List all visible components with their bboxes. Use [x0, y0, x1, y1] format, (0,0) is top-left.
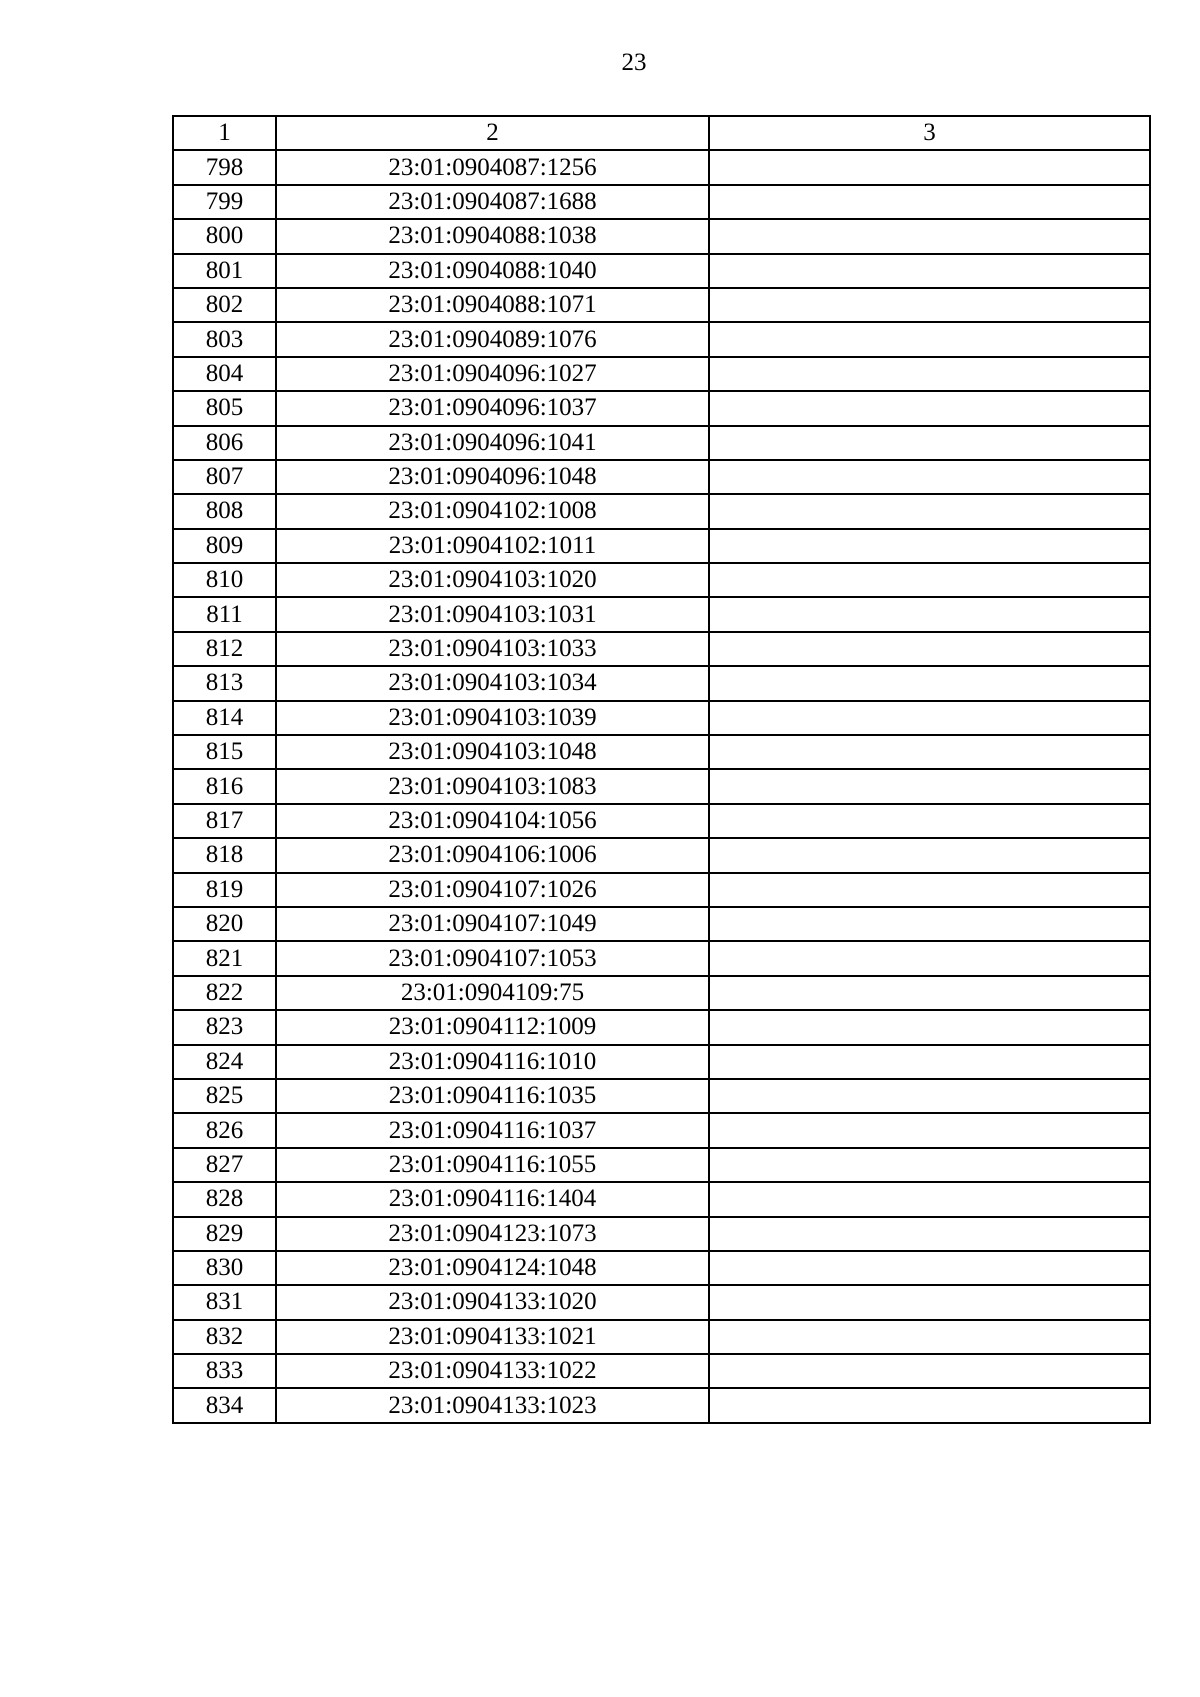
row-number-cell: 813: [173, 666, 276, 700]
table-row: [173, 838, 1150, 872]
table-row: [173, 976, 1150, 1010]
note-cell: [709, 976, 1150, 1010]
cadastral-number-cell: 23:01:0904133:1021: [276, 1320, 709, 1354]
note-cell: [709, 1045, 1150, 1079]
table-row: [173, 185, 1150, 219]
row-number-cell: 824: [173, 1045, 276, 1079]
note-cell: [709, 150, 1150, 184]
cadastral-number-cell: 23:01:0904102:1008: [276, 494, 709, 528]
cadastral-number-cell: 23:01:0904123:1073: [276, 1217, 709, 1251]
note-cell: [709, 941, 1150, 975]
table-header-row: [173, 116, 1150, 150]
table-row: [173, 941, 1150, 975]
cadastral-number-cell: 23:01:0904096:1037: [276, 391, 709, 425]
cadastral-number-cell: 23:01:0904133:1023: [276, 1388, 709, 1422]
note-cell: [709, 1010, 1150, 1044]
column-header-3: 3: [709, 116, 1150, 150]
table-row: [173, 769, 1150, 803]
note-cell: [709, 1079, 1150, 1113]
row-number-cell: 805: [173, 391, 276, 425]
table-row: [173, 632, 1150, 666]
row-number-cell: 802: [173, 288, 276, 322]
row-number-cell: 811: [173, 597, 276, 631]
note-cell: [709, 666, 1150, 700]
row-number-cell: 825: [173, 1079, 276, 1113]
cadastral-number-cell: 23:01:0904103:1033: [276, 632, 709, 666]
cadastral-number-cell: 23:01:0904109:75: [276, 976, 709, 1010]
row-number-cell: 816: [173, 769, 276, 803]
cadastral-number-cell: 23:01:0904087:1688: [276, 185, 709, 219]
row-number-cell: 821: [173, 941, 276, 975]
note-cell: [709, 460, 1150, 494]
row-number-cell: 822: [173, 976, 276, 1010]
cadastral-number-cell: 23:01:0904102:1011: [276, 529, 709, 563]
table-row: [173, 1113, 1150, 1147]
note-cell: [709, 1113, 1150, 1147]
cadastral-number-cell: 23:01:0904133:1022: [276, 1354, 709, 1388]
row-number-cell: 800: [173, 219, 276, 253]
row-number-cell: 806: [173, 426, 276, 460]
cadastral-number-cell: 23:01:0904088:1040: [276, 254, 709, 288]
table-row: [173, 254, 1150, 288]
cadastral-number-cell: 23:01:0904133:1020: [276, 1285, 709, 1319]
note-cell: [709, 357, 1150, 391]
page-number: 23: [621, 49, 647, 76]
cadastral-number-cell: 23:01:0904103:1020: [276, 563, 709, 597]
cadastral-number-cell: 23:01:0904116:1010: [276, 1045, 709, 1079]
note-cell: [709, 563, 1150, 597]
table-row: [173, 1148, 1150, 1182]
cadastral-number-cell: 23:01:0904116:1035: [276, 1079, 709, 1113]
row-number-cell: 807: [173, 460, 276, 494]
row-number-cell: 808: [173, 494, 276, 528]
note-cell: [709, 254, 1150, 288]
note-cell: [709, 185, 1150, 219]
note-cell: [709, 1217, 1150, 1251]
cadastral-number-cell: 23:01:0904107:1026: [276, 873, 709, 907]
row-number-cell: 814: [173, 701, 276, 735]
cadastral-number-cell: 23:01:0904106:1006: [276, 838, 709, 872]
cadastral-number-cell: 23:01:0904096:1048: [276, 460, 709, 494]
table-row: [173, 391, 1150, 425]
row-number-cell: 823: [173, 1010, 276, 1044]
row-number-cell: 828: [173, 1182, 276, 1216]
note-cell: [709, 1320, 1150, 1354]
cadastral-number-cell: 23:01:0904107:1049: [276, 907, 709, 941]
row-number-cell: 799: [173, 185, 276, 219]
column-header-2: 2: [276, 116, 709, 150]
note-cell: [709, 632, 1150, 666]
row-number-cell: 798: [173, 150, 276, 184]
cadastral-number-cell: 23:01:0904116:1404: [276, 1182, 709, 1216]
cadastral-number-cell: 23:01:0904088:1071: [276, 288, 709, 322]
cadastral-number-cell: 23:01:0904103:1048: [276, 735, 709, 769]
row-number-cell: 820: [173, 907, 276, 941]
cadastral-number-cell: 23:01:0904124:1048: [276, 1251, 709, 1285]
row-number-cell: 815: [173, 735, 276, 769]
note-cell: [709, 735, 1150, 769]
note-cell: [709, 1182, 1150, 1216]
row-number-cell: 818: [173, 838, 276, 872]
table-row: [173, 219, 1150, 253]
table-row: [173, 1045, 1150, 1079]
row-number-cell: 804: [173, 357, 276, 391]
cadastral-number-cell: 23:01:0904103:1034: [276, 666, 709, 700]
note-cell: [709, 1388, 1150, 1422]
note-cell: [709, 494, 1150, 528]
cadastral-number-cell: 23:01:0904104:1056: [276, 804, 709, 838]
table-row: [173, 322, 1150, 356]
cadastral-number-cell: 23:01:0904096:1027: [276, 357, 709, 391]
cadastral-number-cell: 23:01:0904088:1038: [276, 219, 709, 253]
table-row: [173, 288, 1150, 322]
cadastral-number-cell: 23:01:0904116:1037: [276, 1113, 709, 1147]
column-header-1: 1: [173, 116, 276, 150]
note-cell: [709, 804, 1150, 838]
cadastral-number-cell: 23:01:0904087:1256: [276, 150, 709, 184]
note-cell: [709, 391, 1150, 425]
note-cell: [709, 288, 1150, 322]
row-number-cell: 827: [173, 1148, 276, 1182]
row-number-cell: 831: [173, 1285, 276, 1319]
table-row: [173, 1010, 1150, 1044]
row-number-cell: 801: [173, 254, 276, 288]
table-row: [173, 701, 1150, 735]
row-number-cell: 826: [173, 1113, 276, 1147]
cadastral-number-cell: 23:01:0904096:1041: [276, 426, 709, 460]
table-row: [173, 735, 1150, 769]
table-row: [173, 1217, 1150, 1251]
note-cell: [709, 1148, 1150, 1182]
note-cell: [709, 529, 1150, 563]
note-cell: [709, 873, 1150, 907]
cadastral-table: [172, 115, 1151, 1424]
cadastral-number-cell: 23:01:0904103:1031: [276, 597, 709, 631]
note-cell: [709, 219, 1150, 253]
table-row: [173, 494, 1150, 528]
table-row: [173, 1079, 1150, 1113]
row-number-cell: 817: [173, 804, 276, 838]
table-row: [173, 1182, 1150, 1216]
table-row: [173, 1251, 1150, 1285]
note-cell: [709, 1354, 1150, 1388]
note-cell: [709, 907, 1150, 941]
table-row: [173, 597, 1150, 631]
row-number-cell: 834: [173, 1388, 276, 1422]
note-cell: [709, 1285, 1150, 1319]
row-number-cell: 833: [173, 1354, 276, 1388]
row-number-cell: 803: [173, 322, 276, 356]
cadastral-number-cell: 23:01:0904103:1083: [276, 769, 709, 803]
note-cell: [709, 769, 1150, 803]
table-row: [173, 1354, 1150, 1388]
row-number-cell: 812: [173, 632, 276, 666]
table-row: [173, 563, 1150, 597]
row-number-cell: 810: [173, 563, 276, 597]
table-row: [173, 150, 1150, 184]
table-row: [173, 907, 1150, 941]
table-row: [173, 357, 1150, 391]
cadastral-number-cell: 23:01:0904089:1076: [276, 322, 709, 356]
row-number-cell: 829: [173, 1217, 276, 1251]
note-cell: [709, 838, 1150, 872]
table-row: [173, 873, 1150, 907]
cadastral-number-cell: 23:01:0904107:1053: [276, 941, 709, 975]
table-row: [173, 804, 1150, 838]
table-row: [173, 529, 1150, 563]
table-row: [173, 1320, 1150, 1354]
cadastral-number-cell: 23:01:0904103:1039: [276, 701, 709, 735]
table-row: [173, 1388, 1150, 1422]
note-cell: [709, 701, 1150, 735]
row-number-cell: 832: [173, 1320, 276, 1354]
row-number-cell: 809: [173, 529, 276, 563]
table-row: [173, 1285, 1150, 1319]
note-cell: [709, 1251, 1150, 1285]
table-row: [173, 460, 1150, 494]
cadastral-number-cell: 23:01:0904116:1055: [276, 1148, 709, 1182]
cadastral-number-cell: 23:01:0904112:1009: [276, 1010, 709, 1044]
note-cell: [709, 426, 1150, 460]
note-cell: [709, 597, 1150, 631]
row-number-cell: 819: [173, 873, 276, 907]
note-cell: [709, 322, 1150, 356]
table-body: [173, 150, 1150, 1422]
row-number-cell: 830: [173, 1251, 276, 1285]
table-row: [173, 666, 1150, 700]
table-row: [173, 426, 1150, 460]
